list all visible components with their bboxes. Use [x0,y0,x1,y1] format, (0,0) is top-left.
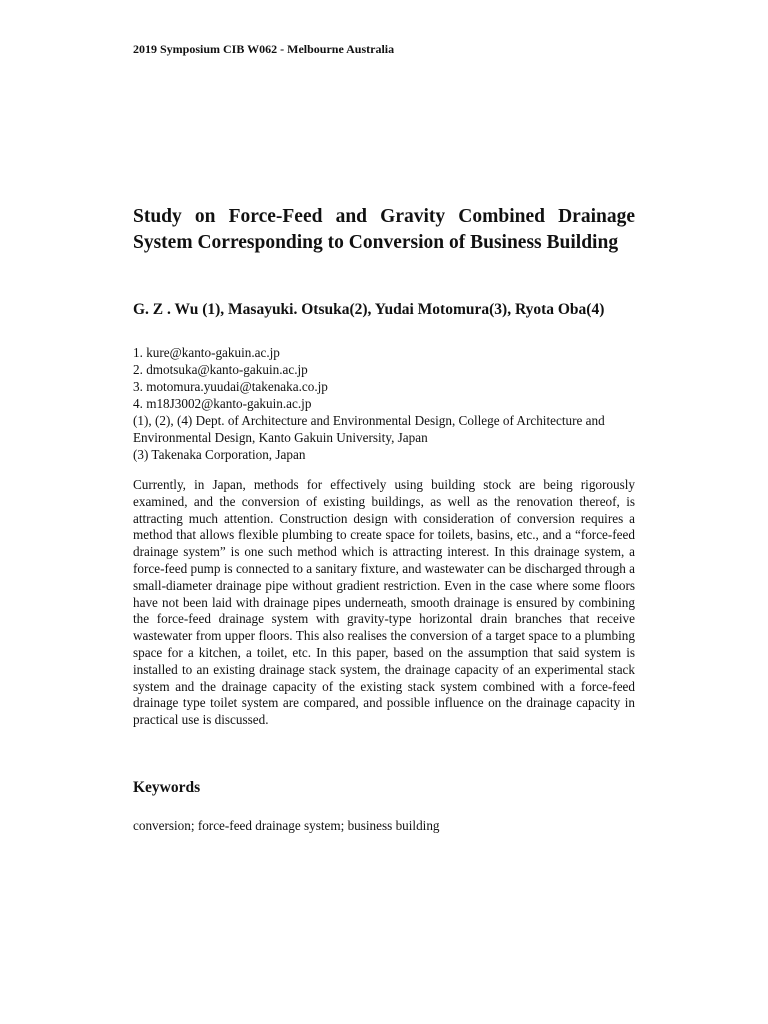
author-email-2: 2. dmotsuka@kanto-gakuin.ac.jp [133,362,308,377]
affiliation-kanto-gakuin: (1), (2), (4) Dept. of Architecture and Environmental Design, College of Architecture and Environmental Design, Kanto Gakuin University, Japan [133,413,605,445]
author-list: G. Z . Wu (1), Masayuki. Otsuka(2), Yudai Motomura(3), Ryota Oba(4) [133,301,605,318]
paper-title: Study on Force-Feed and Gravity Combined Drainage System Corresponding to Conversion of Business Building [133,206,635,253]
keywords-text: conversion; force-feed drainage system; business building [133,818,440,833]
running-header: 2019 Symposium CIB W062 - Melbourne Australia [133,42,395,56]
affiliation-takenaka: (3) Takenaka Corporation, Japan [133,447,306,462]
author-email-1: 1. kure@kanto-gakuin.ac.jp [133,345,280,360]
author-email-4: 4. m18J3002@kanto-gakuin.ac.jp [133,396,312,411]
affiliation-list [133,344,635,463]
author-email-3: 3. motomura.yuudai@takenaka.co.jp [133,379,328,394]
abstract-text: Currently, in Japan, methods for effectively using building stock are being rigorously examined, and the conversion of existing buildings, as well as the renovation thereof, is attracting much attention. Construction design with consideration of conversion requires a method that allows flexible plumbing to create space for toilets, basins, etc., and a “force-feed drainage system” is one such method which is attracting interest. In this drainage system, a force-feed pump is connected to a sanitary fixture, and wastewater can be discharged through a small-diameter drainage pipe without gradient restriction. Even in the case where some floors have not been laid with drainage pipes underneath, smooth drainage is ensured by combining the force-feed drainage system with gravity-type horizontal drain branches that receive wastewater from upper floors. This also realises the conversion of a target space to a plumbing space for a kitchen, a toilet, etc. In this paper, based on the assumption that said system is installed to an existing drainage stack system, the drainage capacity of an experimental stack system and the drainage capacity of the existing stack system combined with a force-feed drainage type toilet system are compared, and possible influence on the drainage capacity in practical use is discussed. [133,477,635,728]
keywords-heading: Keywords [133,779,201,796]
